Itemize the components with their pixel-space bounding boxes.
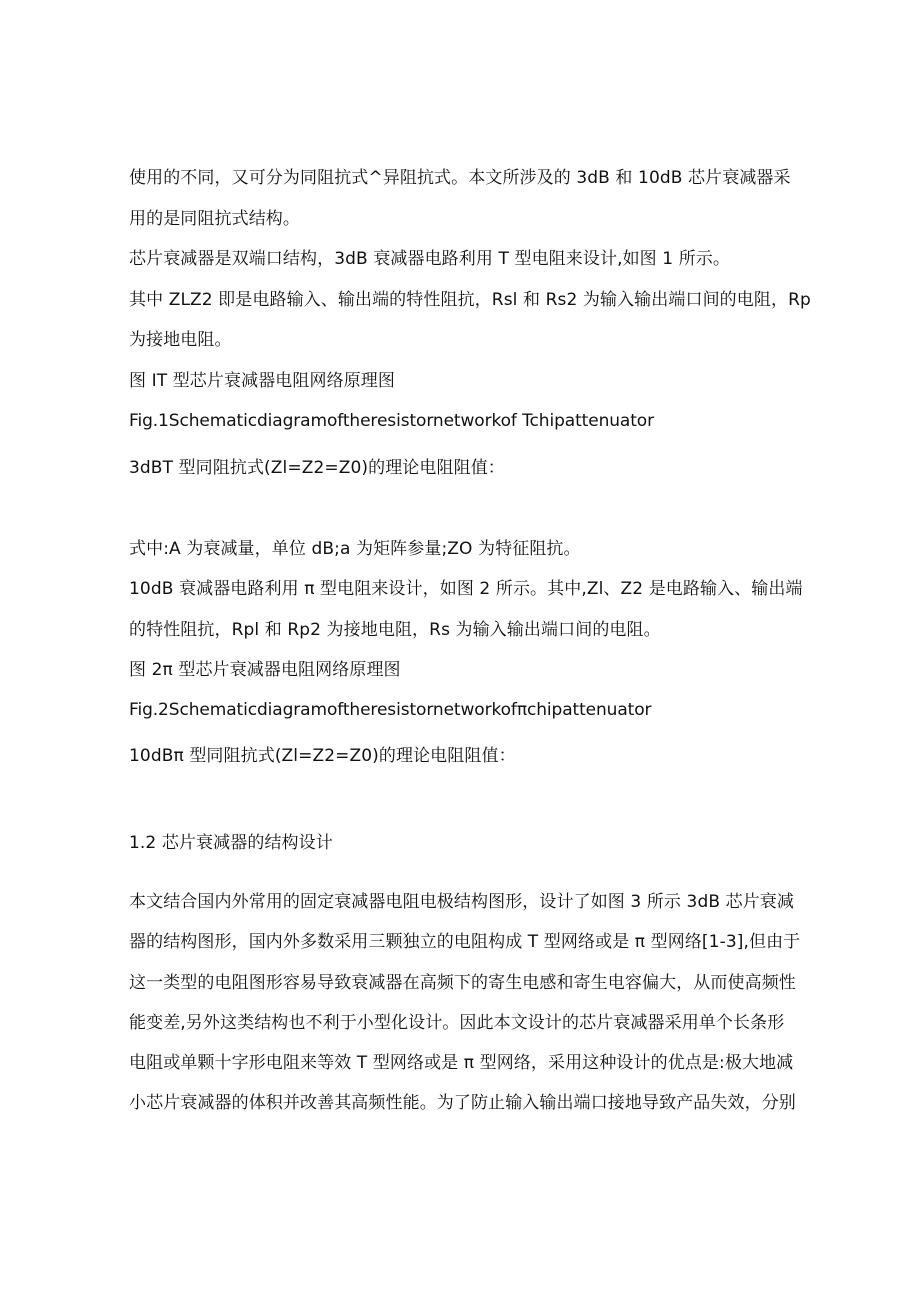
text-line: 其中 ZLZ2 即是电路输入、输出端的特性阻抗，Rsl 和 Rs2 为输入输出端口间的电阻，Rp — [129, 290, 811, 310]
section-heading: 1.2 芯片衰减器的结构设计 — [129, 833, 333, 853]
formula-intro: 3dBT 型同阻抗式(Zl=Z2=Z0)的理论电阻阻值： — [129, 458, 505, 478]
text-line: 芯片衰减器是双端口结构，3dB 衰减器电路利用 T 型电阻来设计,如图 1 所示。 — [129, 249, 730, 269]
text-line: 使用的不同，又可分为同阻抗式^异阻抗式。本文所涉及的 3dB 和 10dB 芯片衰减器采 — [129, 168, 791, 188]
text-line: 为接地电阻。 — [129, 330, 232, 350]
text-line: 用的是同阻抗式结构。 — [129, 209, 300, 229]
figure-caption-zh: 图 2π 型芯片衰减器电阻网络原理图 — [129, 660, 401, 680]
figure-caption-en: Fig.2Schematicdiagramoftheresistornetworkofπchipattenuator — [129, 700, 652, 720]
formula-intro: 10dBπ 型同阻抗式(Zl=Z2=Z0)的理论电阻阻值： — [129, 746, 516, 766]
text-line: 器的结构图形，国内外多数采用三颗独立的电阻构成 T 型网络或是 π 型网络[1-3],但由于 — [129, 932, 801, 952]
figure-caption-zh: 图 IT 型芯片衰减器电阻网络原理图 — [129, 371, 396, 391]
text-line: 的特性阻抗，Rpl 和 Rp2 为接地电阻，Rs 为输入输出端口间的电阻。 — [129, 620, 661, 640]
text-line: 小芯片衰减器的体积并改善其高频性能。为了防止输入输出端口接地导致产品失效，分别 — [129, 1093, 796, 1113]
text-line: 能变差,另外这类结构也不利于小型化设计。因此本文设计的芯片衰减器采用单个长条形 — [129, 1013, 785, 1033]
text-line: 这一类型的电阻图形容易导致衰减器在高频下的寄生电感和寄生电容偏大，从而使高频性 — [129, 973, 796, 993]
text-line: 本文结合国内外常用的固定衰减器电阻电极结构图形，设计了如图 3 所示 3dB 芯片衰减 — [129, 892, 794, 912]
text-line: 式中:A 为衰减量，单位 dB;a 为矩阵参量;ZO 为特征阻抗。 — [129, 539, 581, 559]
figure-caption-en: Fig.1Schematicdiagramoftheresistornetworkof Tchipattenuator — [129, 411, 654, 431]
text-line: 10dB 衰减器电路利用 π 型电阻来设计，如图 2 所示。其中,Zl、Z2 是电路输入、输出端 — [129, 579, 803, 599]
text-line: 电阻或单颗十字形电阻来等效 T 型网络或是 π 型网络，采用这种设计的优点是:极大地减 — [129, 1053, 794, 1073]
